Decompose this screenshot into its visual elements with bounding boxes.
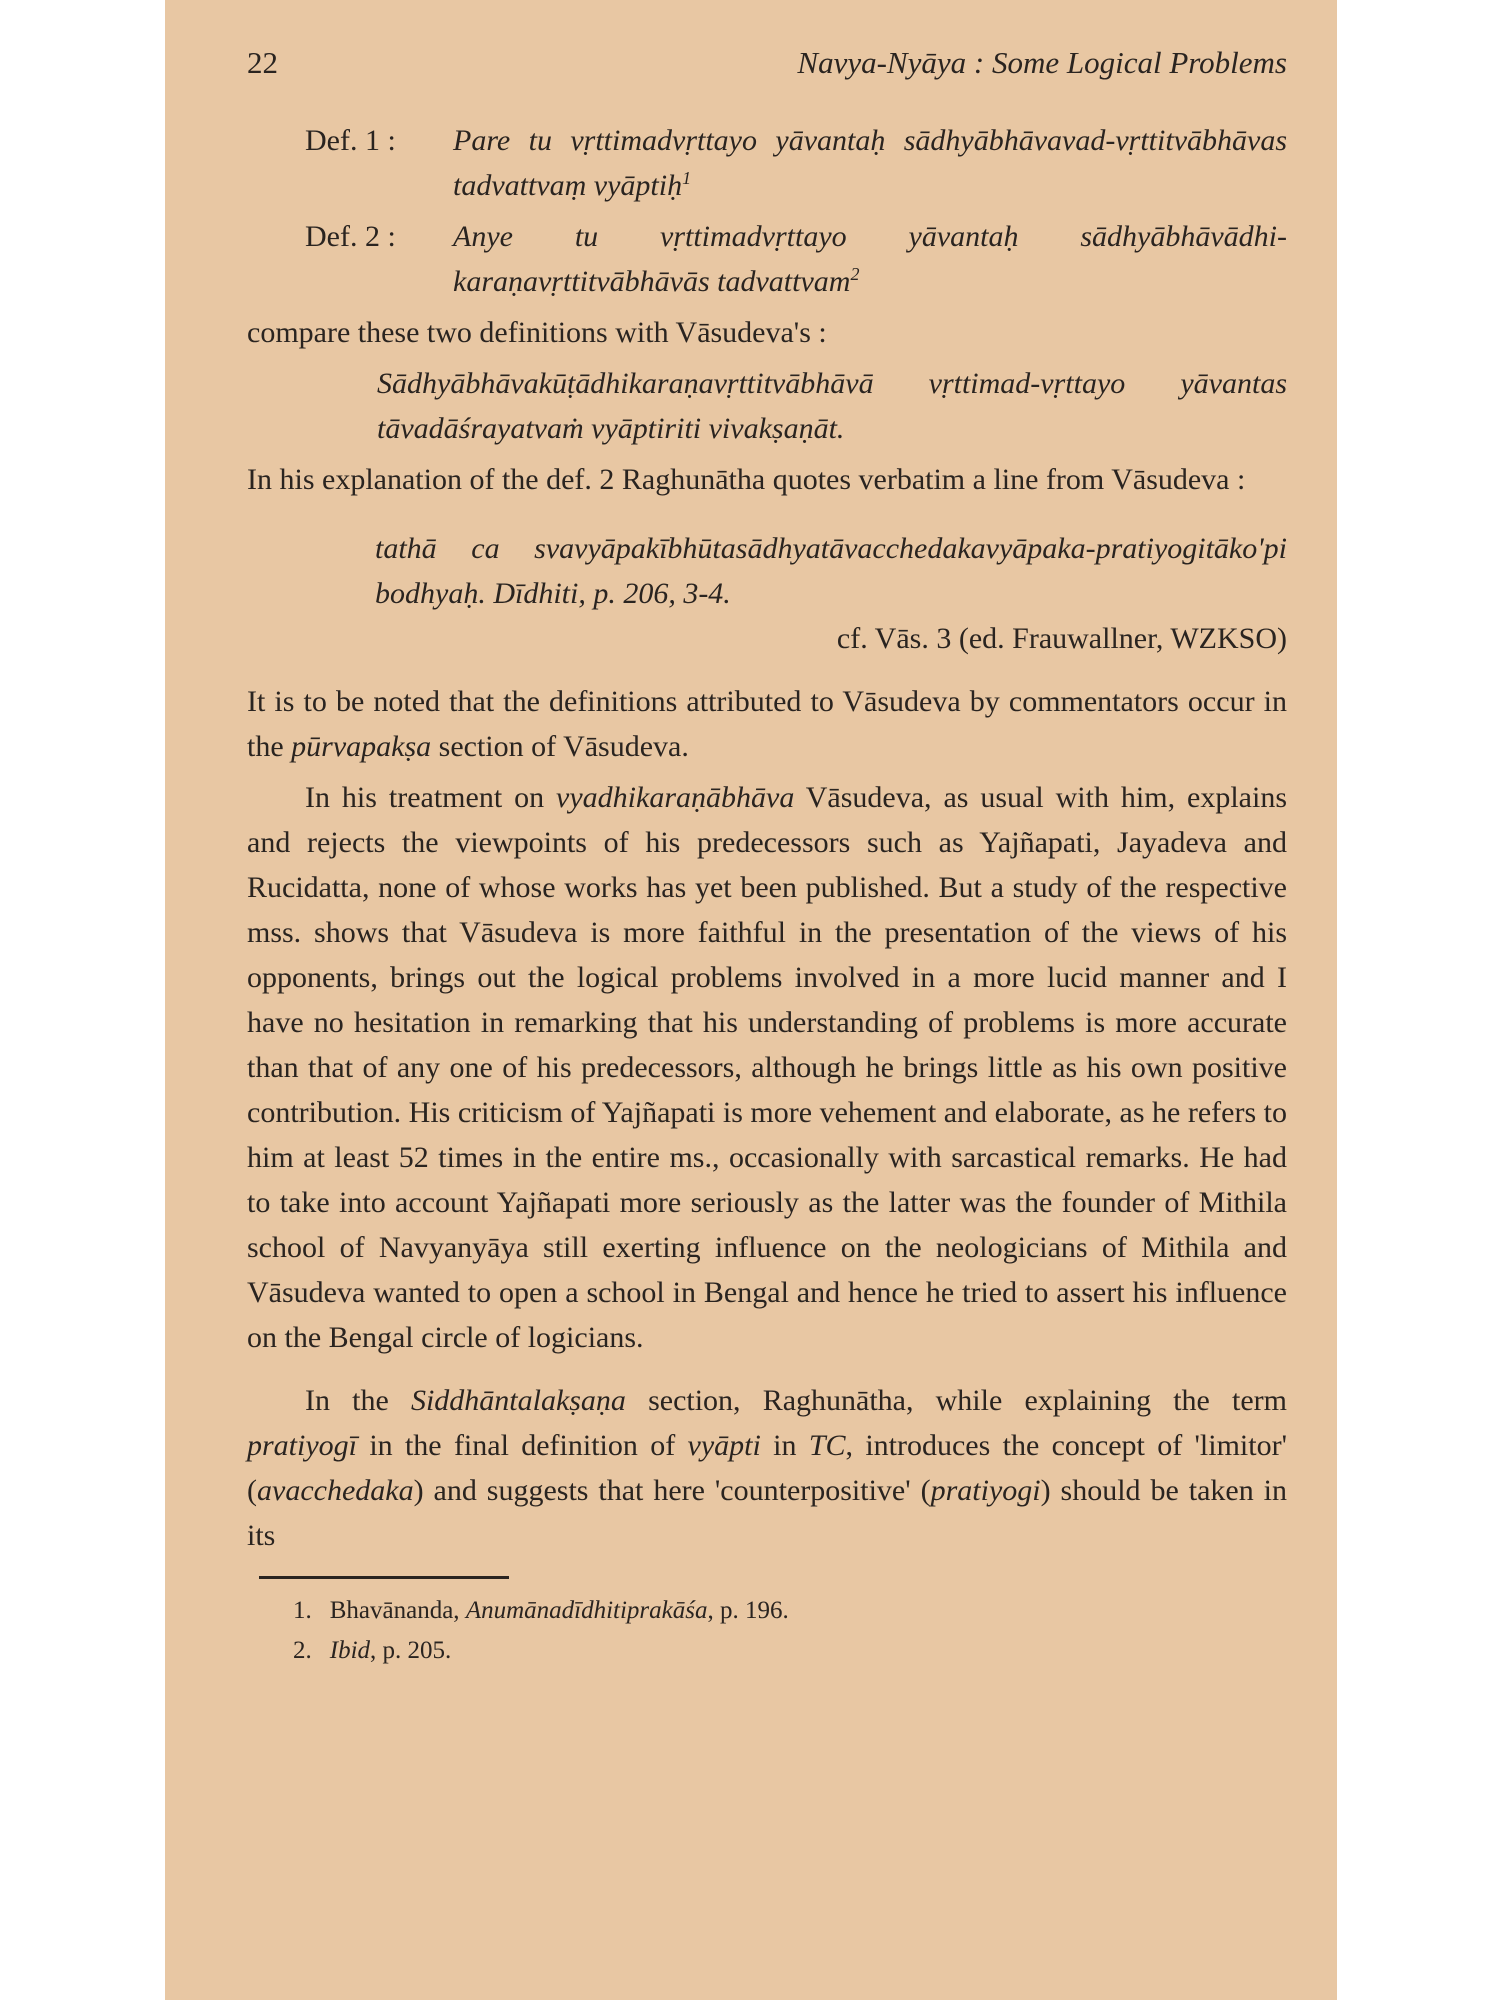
footnote-marker: 1 <box>682 168 692 188</box>
book-page <box>165 0 1337 2000</box>
compare-line: compare these two definitions with Vāsudeva's : <box>247 316 827 349</box>
explanation-line: In his explanation of the def. 2 Raghunātha quotes verbatim a line from Vāsudeva : <box>247 463 1246 496</box>
definition-2 <box>305 214 1287 304</box>
paragraph-treatment: In his treatment on vyadhikaraṇābhāva Vāsudeva, as usual with him, explains and rejects the viewpoints of his predecessors such as Yajñapati, Jayadeva and Rucidatta, none of whose works has yet been published. But a study of the respective mss. shows that Vāsudeva is more faithful in the presentation of the views of his opponents, brings out the logical problems involved in a more lucid manner and I have no hesitation in remarking that his understanding of problems is more accurate than that of any one of his predecessors, although he brings little as his own positive contribution. His criticism of Yajñapati is more vehement and elaborate, as he refers to him at least 52 times in the entire ms., occasionally with sarcastical remarks. He had to take into account Yajñapati more seriously as the latter was the founder of Mithila school of Navyanyāya still exerting influence on the neologicians of Mithila and Vāsudeva wanted to open a school in Bengal and hence he tried to assert his influence on the Bengal circle of logicians. <box>247 781 1288 1354</box>
footnote-number: 2. <box>293 1637 312 1664</box>
didhiti-quote: tathā ca svavyāpakībhūtasādhyatāvacchedakavyāpaka-pratiyogitāko'pi bodhyaḥ. Dīdhiti, p. 206, 3-4. <box>375 532 1287 610</box>
citation: cf. Vās. 3 (ed. Frauwallner, WZKSO) <box>836 622 1287 655</box>
running-title: Navya-Nyāya : Some Logical Problems <box>797 45 1287 80</box>
definition-label: Def. 2 : <box>305 220 396 253</box>
definition-text: Pare tu vṛttimadvṛttayo yāvantaḥ sādhyābhāvavad-vṛttitvābhāvas tadvattvaṃ vyāptiḥ$^1$ <box>453 124 1287 202</box>
page-content <box>247 40 1287 1671</box>
footnote-number: 1. <box>293 1597 312 1624</box>
vasudeva-quote: Sādhyābhāvakūṭādhikaraṇavṛttitvābhāvā vṛttimad-vṛttayo yāvantas tāvadāśrayatvaṁ vyāptiriti vivakṣaṇāt. <box>377 367 1287 445</box>
definition-1 <box>305 118 1287 208</box>
paragraph-noted: It is to be noted that the definitions attributed to Vāsudeva by commentators occur in the pūrvapakṣa section of Vāsudeva. <box>247 685 1287 763</box>
footnote-text: Bhavānanda, Anumānadīdhitiprakāśa, p. 196. <box>329 1597 789 1624</box>
paragraph-siddhanta: In the Siddhāntalakṣaṇa section, Raghunātha, while explaining the term pratiyogī in the final definition of vyāpti in TC, introduces the concept of 'limitor' (avacchedaka) and suggests that here 'counterpositive' (pratiyogi) should be taken in its <box>247 1384 1287 1552</box>
definition-text: Anye tu vṛttimadvṛttayo yāvantaḥ sādhyābhāvādhi-karaṇavṛttitvābhāvās tadvattvam$^2$ <box>453 220 1287 298</box>
footnotes <box>293 1591 1287 1671</box>
definition-label: Def. 1 : <box>305 124 396 157</box>
footnote-1 <box>293 1591 1287 1631</box>
page-number: 22 <box>247 45 278 80</box>
footnote-marker: 2 <box>850 264 860 284</box>
footnote-text: Ibid, p. 205. <box>329 1637 452 1664</box>
footnote-rule <box>259 1576 509 1579</box>
footnote-2 <box>293 1631 1287 1671</box>
running-header <box>247 40 1287 92</box>
